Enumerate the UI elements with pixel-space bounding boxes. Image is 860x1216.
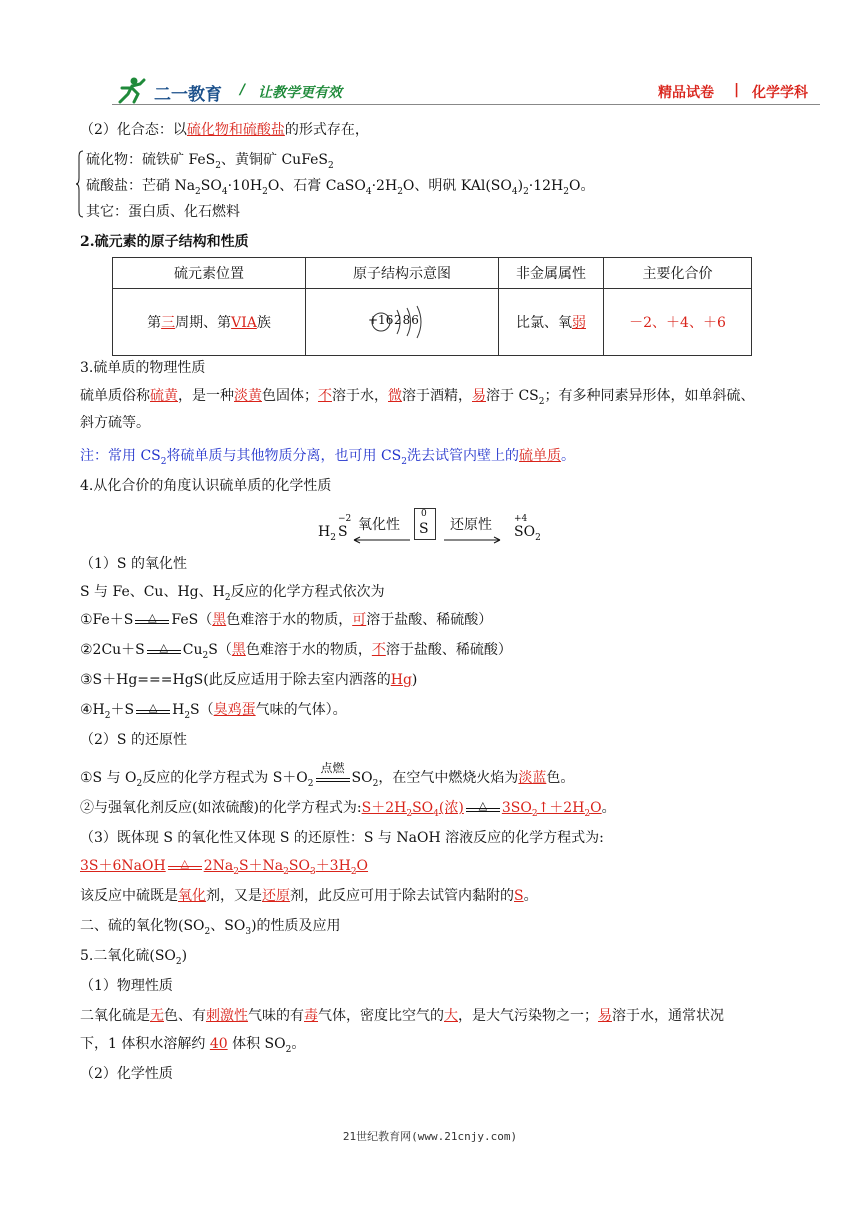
combined-state-line: （2）化合态：以硫化物和硫酸盐的形式存在， — [80, 122, 369, 138]
reaction-2: ②2Cu＋S △ $Cu_2S$（黑色难溶于水的物质，不溶于盐酸、稀硫酸） — [80, 641, 512, 661]
reducing-label: 还原性 — [450, 517, 492, 533]
position-cell: 第三周期、第VIA族 — [113, 289, 306, 356]
fill-blank: 硫化物和硫酸盐 — [186, 122, 285, 138]
atom-diagram-cell — [306, 289, 499, 356]
brace-icon — [76, 150, 84, 218]
sec3-note: 注：常用 $CS_2$将硫单质与其他物质分离，也可用 $CS_2$洗去试管内壁上的硫单质。 — [80, 448, 575, 467]
heat-sign-icon: △ — [464, 798, 502, 818]
table-header: 非金属属性 — [499, 258, 604, 289]
section-3-title: 3.硫单质的物理性质 — [80, 360, 206, 376]
part2-title: 二、硫的氧化物($SO_2$、$SO_3$)的性质及应用 — [80, 918, 341, 937]
chem-title: （2）化学性质 — [80, 1066, 173, 1082]
oxidizing-label: 氧化性 — [358, 517, 400, 533]
header — [112, 76, 820, 104]
table-header: 硫元素位置 — [113, 258, 306, 289]
sub2-title: （2）S 的还原性 — [80, 732, 187, 748]
header-tag-papers: 精品试卷 — [658, 85, 714, 101]
conclusion-line: 该反应中硫既是氧化剂，又是还原剂，此反应可用于除去试管内黏附的S。 — [80, 888, 538, 904]
reducing-1: ①S 与 $O_2$反应的化学方程式为 $S+O_2$ 点燃 $SO_2$，在空气中燃烧火焰为淡蓝色。 — [80, 761, 575, 789]
so2-phys-line2: 下，1 体积水溶解约 40 体积 $SO_2$。 — [80, 1036, 306, 1055]
right-arrow-icon — [444, 536, 502, 544]
heat-sign-icon: △ — [134, 700, 172, 720]
ignite-sign-icon: 点燃 — [314, 768, 352, 788]
header-rule — [112, 104, 820, 105]
header-tag-separator: | — [734, 82, 740, 98]
reaction-4: $④H_2+S$ △ $H_2S$（臭鸡蛋气味的气体）。 — [80, 701, 347, 721]
runner-logo-icon — [114, 76, 150, 104]
left-arrow-icon — [352, 536, 410, 544]
atom-structure-diagram: +16 286 — [367, 302, 437, 342]
reaction-3: ③S＋Hg===HgS(此反应适用于除去室内洒落的Hg) — [80, 672, 418, 688]
nonmetal-cell: 比氯、氧弱 — [499, 289, 604, 356]
sub3-title: （3）既体现 S 的氧化性又体现 S 的还原性：S 与 NaOH 溶液反应的化学方程式为: — [80, 830, 604, 846]
heat-sign-icon: △ — [133, 610, 171, 630]
table-header: 原子结构示意图 — [306, 258, 499, 289]
sulfates-line: 硫酸盐：芒硝 $Na_2SO_4\cdot 10H_2O$、石膏 $CaSO_4\cdot 2H_2O$、明矾 $KAl(SO_4)_2\cdot 12H_2O$。 — [86, 178, 595, 197]
so2-phys-line1: 二氧化硫是无色、有刺激性气味的有毒气体，密度比空气的大，是大气污染物之一；易溶于水，通常状况 — [80, 1008, 724, 1024]
heat-sign-icon: △ — [145, 640, 183, 660]
section-5-title: 5.二氧化硫$(SO_2)$ — [80, 948, 188, 967]
heat-sign-icon: △ — [166, 856, 204, 876]
phys-title: （1）物理性质 — [80, 978, 173, 994]
sec3-para-line1: 硫单质俗称硫黄，是一种淡黄色固体；不溶于水，微溶于酒精，易溶于 $CS_2$；有多种同素异形体，如单斜硫、 — [80, 388, 755, 407]
section-2-title: 2.硫元素的原子结构和性质 — [80, 234, 249, 250]
sub1-intro: S 与 Fe、Cu、Hg、$H_2$反应的化学方程式依次为 — [80, 584, 385, 603]
table-header: 主要化合价 — [604, 258, 752, 289]
page-footer: 21世纪教育网(www.21cnjy.com) — [342, 1130, 518, 1143]
slogan: 让教学更有效 — [258, 85, 342, 101]
header-tag-subject: 化学学科 — [752, 85, 808, 101]
reducing-2: ②与强氧化剂反应(如浓硫酸)的化学方程式为$:S+2H_2SO_4$(浓) △ $3SO_2↑+2H_2O$。 — [80, 799, 616, 819]
sec3-para-line2: 斜方硫等。 — [80, 415, 150, 431]
valence-cell: －2、＋4、＋6 — [604, 289, 752, 356]
sulfur-info-table — [112, 257, 752, 356]
header-separator: / — [240, 82, 246, 98]
naoh-equation: 3S＋6NaOH △ $2Na_2S+Na_2SO_3+3H_2O$ — [80, 857, 369, 877]
valence-diagram: $H_2$ S −2 氧化性 0 S 还原性 +4 $SO_2$ — [318, 509, 541, 543]
sulfides-line: 硫化物：硫铁矿 FeS$_2$、黄铜矿 CuFeS$_2$ — [86, 152, 334, 171]
section-4-title: 4.从化合价的角度认识硫单质的化学性质 — [80, 478, 332, 494]
sulfur-box: 0 S — [414, 508, 436, 540]
sub1-title: （1）S 的氧化性 — [80, 556, 187, 572]
reaction-1: ①Fe＋S △ FeS（黑色难溶于水的物质，可溶于盐酸、稀硫酸） — [80, 611, 493, 628]
others-line: 其它：蛋白质、化石燃料 — [86, 204, 240, 220]
logo-name: 二一教育 — [154, 85, 222, 105]
